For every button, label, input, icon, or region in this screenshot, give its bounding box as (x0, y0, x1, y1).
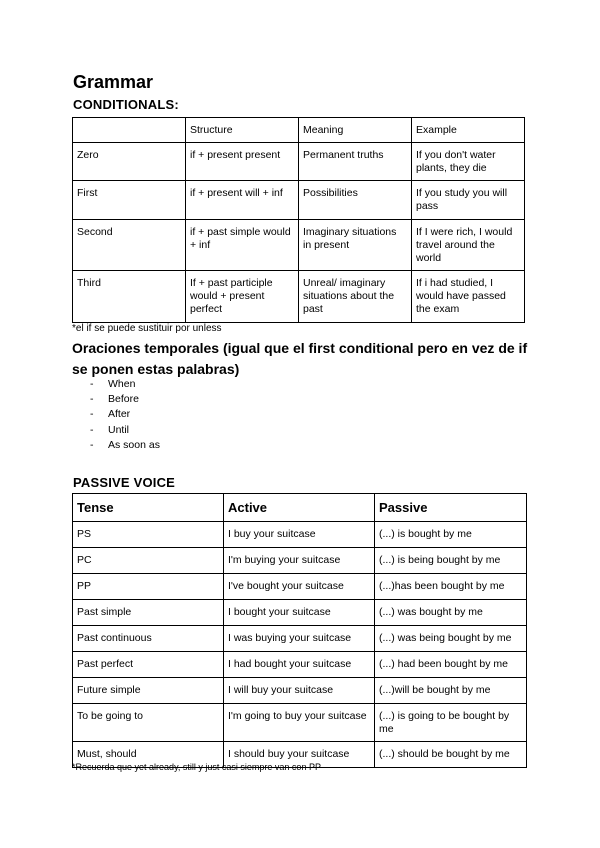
column-header (73, 118, 186, 143)
column-header: Example (412, 118, 525, 143)
conditionals-note: *el if se puede sustituir por unless (72, 323, 222, 334)
cell-passive: (...) is being bought by me (375, 548, 527, 574)
list-item: - Before (90, 393, 139, 406)
cell-passive: (...) should be bought by me (375, 742, 527, 768)
cell-active: I was buying your suitcase (224, 626, 375, 652)
cell-example: If i had studied, I would have passed the exam (412, 271, 525, 323)
cell-tense: Past continuous (73, 626, 224, 652)
cell-passive: (...) is going to be bought by me (375, 704, 527, 742)
cell-structure: if + present present (186, 143, 299, 181)
column-header: Active (224, 494, 375, 522)
list-item: - Until (90, 423, 130, 436)
table-row (73, 271, 525, 323)
cell-tense: To be going to (73, 704, 224, 742)
cell-tense: Future simple (73, 678, 224, 704)
cell-tense: Must, should (73, 742, 224, 768)
cell-passive: (...) had been bought by me (375, 652, 527, 678)
cell-tense: PC (73, 548, 224, 574)
list-item-label: As soon as (108, 438, 160, 451)
cell-tense: PP (73, 574, 224, 600)
cell-active: I'm going to buy your suitcase (224, 704, 375, 742)
table-row (73, 220, 525, 271)
cell-type: Third (73, 271, 186, 323)
temporal-list (90, 377, 160, 453)
page-title: Grammar (73, 72, 154, 92)
cell-example: If you study you will pass (412, 181, 525, 220)
list-item: - After (90, 408, 131, 421)
table-row (73, 548, 527, 574)
passive-heading: PASSIVE VOICE (73, 475, 176, 490)
conditionals-heading: CONDITIONALS: (73, 97, 179, 112)
cell-type: First (73, 181, 186, 220)
cell-active: I'm buying your suitcase (224, 548, 375, 574)
cell-passive: (...) is bought by me (375, 522, 527, 548)
list-item-label: Before (108, 393, 139, 406)
column-header: Tense (73, 494, 224, 522)
column-header: Passive (375, 494, 527, 522)
table-row (73, 626, 527, 652)
cell-structure: If + past participle would + present perfect (186, 271, 299, 323)
cell-active: I've bought your suitcase (224, 574, 375, 600)
conditionals-table (72, 117, 525, 323)
list-item: - When (90, 378, 136, 390)
table-row (73, 522, 527, 548)
cell-tense: PS (73, 522, 224, 548)
cell-passive: (...) was being bought by me (375, 626, 527, 652)
cell-active: I should buy your suitcase (224, 742, 375, 768)
cell-meaning: Possibilities (299, 181, 412, 220)
cell-type: Second (73, 220, 186, 271)
cell-example: If I were rich, I would travel around the world (412, 220, 525, 271)
cell-passive: (...)will be bought by me (375, 678, 527, 704)
passive-note: *Recuerda que yet already, still y just casi siempre van con PP (72, 762, 321, 772)
table-row (73, 678, 527, 704)
column-header: Structure (186, 118, 299, 143)
table-row (73, 181, 525, 220)
cell-meaning: Imaginary situations in present (299, 220, 412, 271)
cell-example: If you don't water plants, they die (412, 143, 525, 181)
table-row (73, 600, 527, 626)
cell-active: I bought your suitcase (224, 600, 375, 626)
cell-active: I had bought your suitcase (224, 652, 375, 678)
list-item-label: Until (108, 423, 130, 436)
list-item-label: When (108, 378, 136, 390)
table-row (73, 704, 527, 742)
list-item-label: After (108, 408, 131, 421)
column-header: Meaning (299, 118, 412, 143)
list-item: - As soon as (90, 438, 160, 451)
cell-type: Zero (73, 143, 186, 181)
table-header-row (73, 494, 527, 522)
cell-meaning: Permanent truths (299, 143, 412, 181)
passive-table (72, 493, 527, 768)
cell-meaning: Unreal/ imaginary situations about the past (299, 271, 412, 323)
temporal-heading: Oraciones temporales (igual que el first conditional pero en vez de if se ponen estas palabras) (72, 340, 528, 377)
table-row (73, 143, 525, 181)
cell-active: I buy your suitcase (224, 522, 375, 548)
table-row (73, 574, 527, 600)
cell-structure: if + past simple would + inf (186, 220, 299, 271)
cell-passive: (...)has been bought by me (375, 574, 527, 600)
cell-structure: if + present will + inf (186, 181, 299, 220)
cell-passive: (...) was bought by me (375, 600, 527, 626)
cell-active: I will buy your suitcase (224, 678, 375, 704)
table-row (73, 652, 527, 678)
cell-tense: Past perfect (73, 652, 224, 678)
table-header-row (73, 118, 525, 143)
cell-tense: Past simple (73, 600, 224, 626)
